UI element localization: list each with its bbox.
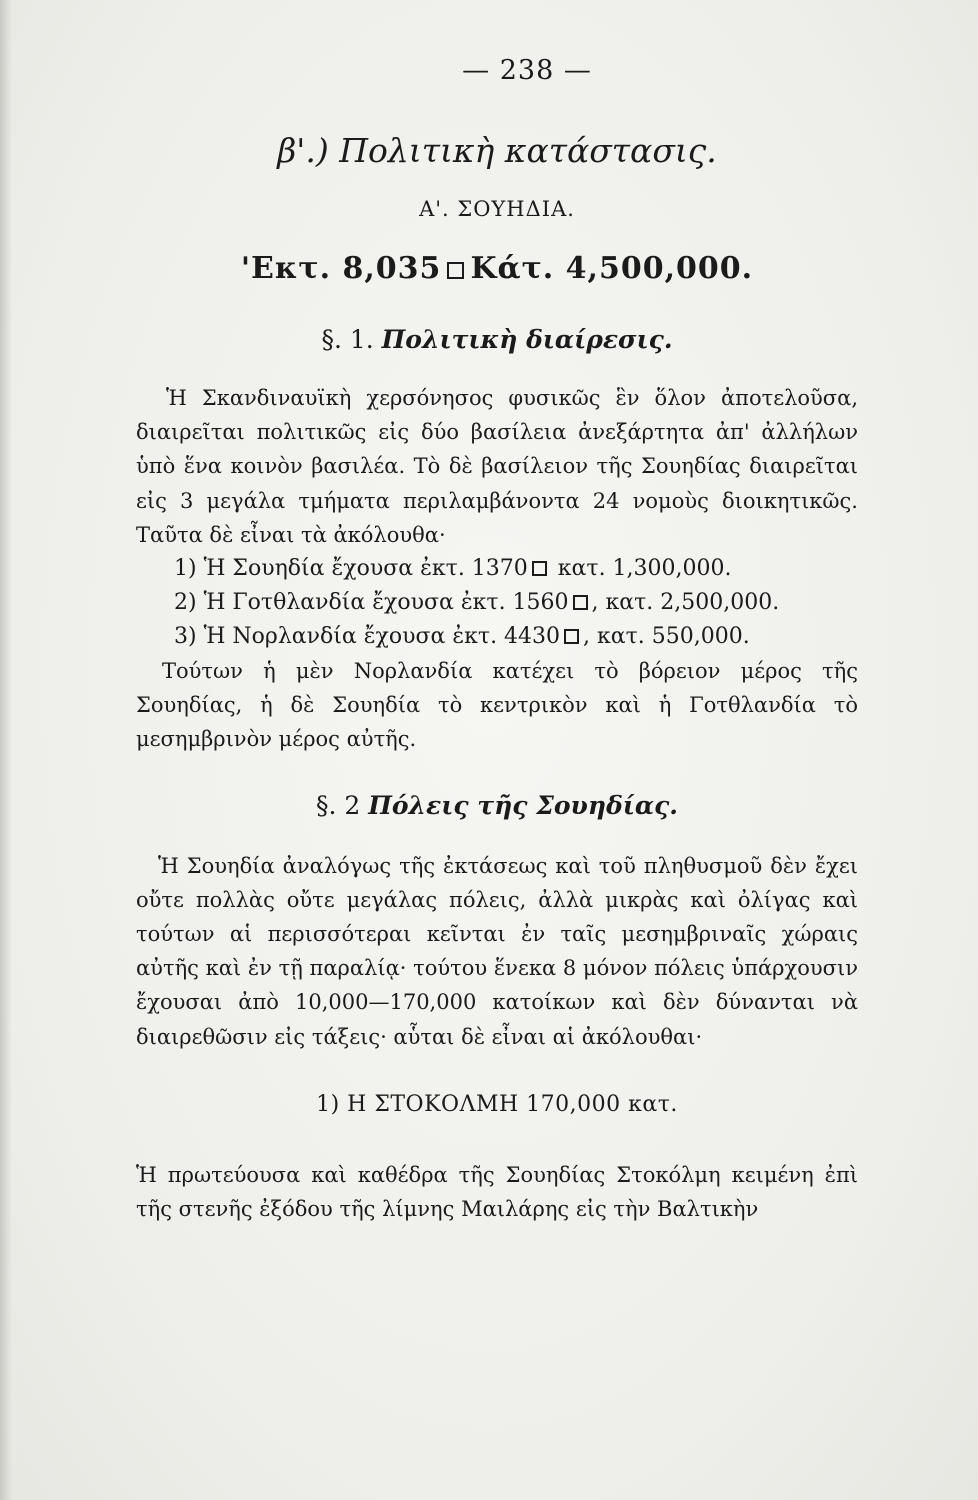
list-item [136,586,858,620]
region-list [136,552,858,654]
section-number: §. 2 [315,790,361,820]
list-item-text: 1) Ἡ Σουηδία ἔχουσα ἐκτ. 1370 [174,556,528,582]
page-number: — 238 — [462,55,592,86]
section-title: β'.) Πολιτικὴ κατάστασις. [277,131,717,170]
city-heading-stockholm: 1) Η ΣΤΟΚΟΛΜΗ 170,000 κατ. [316,1091,678,1117]
list-item-population: , κατ. 550,000. [583,624,750,650]
paragraph-regions: Τούτων ἡ μὲν Νορλανδία κατέχει τὸ βόρειον μέρος τῆς Σουηδίας, ἡ δὲ Σουηδία τὸ κεντρικὸν καὶ ἡ Γοτθλανδία τὸ μεσημβρινὸν μέρος αὐτῆς. [136,659,858,752]
section-heading-political-division [136,325,858,361]
population-stat: Κάτ. 4,500,000. [470,251,754,286]
list-item [136,552,858,586]
area-stat: 'Εκτ. 8,035 [240,251,442,286]
list-item-text: 2) Ἡ Γοτθλανδία ἔχουσα ἐκτ. 1560 [174,590,569,616]
list-item [136,620,858,654]
paragraph-political-division [136,381,858,552]
page-gutter-shadow [0,0,12,1500]
square-unit-icon [573,595,588,610]
section-heading-title: Πολιτικὴ διαίρεσις. [381,325,673,354]
square-unit-icon [564,629,579,644]
list-item-population: κατ. 1,300,000. [550,556,732,582]
country-title: Α'. ΣΟΥΗΔΙΑ. [419,197,575,221]
paragraph-stockholm: Ἡ πρωτεύουσα καὶ καθέδρα τῆς Σουηδίας Στοκόλμη κειμένη ἐπὶ τῆς στενῆς ἐξόδου τῆς λίμνης Μαιλάρης εἰς τὴν Βαλτικὴν [136,1162,858,1222]
section-number: §. 1. [321,325,374,354]
list-item-population: , κατ. 2,500,000. [591,590,780,616]
list-item-text: 3) Ἡ Νορλανδία ἔχουσα ἐκτ. 4430 [174,624,561,650]
paragraph-text: Ἡ Σκανδιναυϊκὴ χερσόνησος φυσικῶς ἓν ὅλον ἀποτελοῦσα, διαιρεῖται πολιτικῶς εἰς δύο βασίλεια ἀνεξάρτητα ἀπ' ἀλλήλων ὑπὸ ἕνα κοινὸν βασιλέα. Τὸ δὲ βασίλειον τῆς Σουηδίας διαιρεῖται εἰς 3 μεγάλα τμήματα περιλαμβάνοντα 24 νομοὺς διοικητικῶς. Ταῦτα δὲ εἶναι τὰ ἀκόλουθα· [136,386,858,547]
country-stats [136,251,858,291]
paragraph-cities: Ἡ Σουηδία ἀναλόγως τῆς ἐκτάσεως καὶ τοῦ πληθυσμοῦ δὲν ἔχει οὔτε πολλὰς οὔτε μεγάλας πόλεις, ἀλλὰ μικρὰς καὶ ὀλίγας καὶ τούτων αἱ περισσότεραι κεῖνται ἐν ταῖς μεσημβριναῖς χώραις αὐτῆς καὶ ἐν τῇ παραλίᾳ· τούτου ἕνεκα 8 μόνον πόλεις ὑπάρχουσιν ἔχουσαι ἀπὸ 10,000—170,000 κατοίκων καὶ δὲν δύνανται νὰ διαιρεθῶσιν εἰς τάξεις· αὗται δὲ εἶναι αἱ ἀκόλουθαι· [136,853,858,1049]
square-unit-icon [532,561,547,576]
square-unit-icon [447,262,464,279]
page-content [136,55,858,1226]
section-heading-title: Πόλεις τῆς Σουηδίας. [368,790,679,820]
section-heading-cities [136,791,858,827]
